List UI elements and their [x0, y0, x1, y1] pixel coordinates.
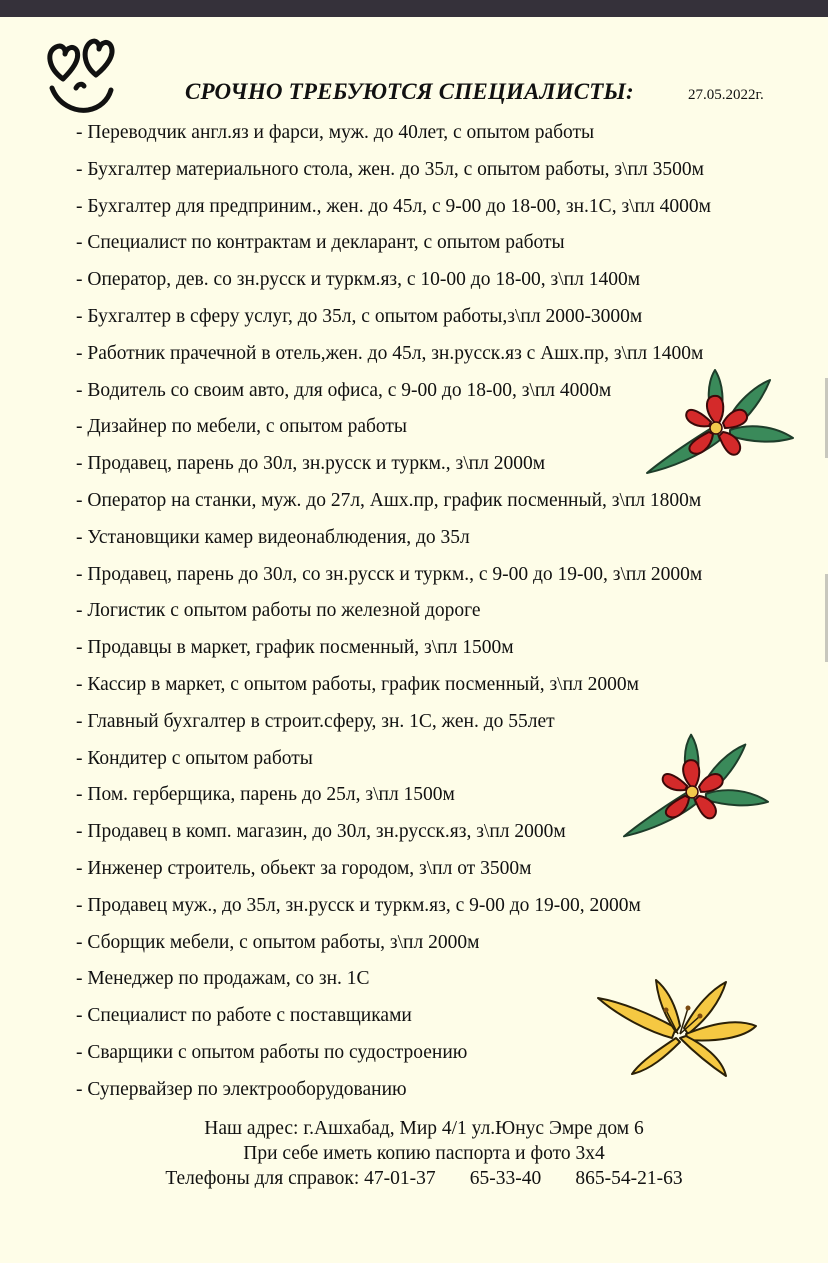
- list-item: - Логистик с опытом работы по железной дороге: [76, 600, 481, 622]
- list-item: - Дизайнер по мебели, с опытом работы: [76, 416, 408, 438]
- list-item: - Продавец, парень до 30л, со зн.русск и туркм., с 9-00 до 19-00, з\пл 2000м: [76, 563, 703, 585]
- list-item: - Продавец, парень до 30л, зн.русск и туркм., з\пл 2000м: [76, 453, 546, 475]
- list-item: - Бухгалтер материального стола, жен. до 35л, с опытом работы, з\пл 3500м: [76, 158, 704, 180]
- list-item: - Сварщики с опытом работы по судостроению: [76, 1041, 468, 1063]
- list-item: - Менеджер по продажам, со зн. 1С: [76, 968, 370, 990]
- list-item: - Кассир в маркет, с опытом работы, график посменный, з\пл 2000м: [76, 673, 639, 695]
- smiley-heart-eyes-icon: [44, 30, 120, 116]
- address-line: Наш адрес: г.Ашхабад, Мир 4/1 ул.Юнус Эмре дом 6: [204, 1118, 644, 1139]
- yellow-lily-icon: [596, 976, 760, 1080]
- list-item: - Специалист по контрактам и декларант, с опытом работы: [76, 232, 565, 254]
- date-label: 27.05.2022г.: [688, 87, 764, 103]
- note-line: При себе иметь копию паспорта и фото 3х4: [243, 1143, 605, 1164]
- list-item: - Бухгалтер для предприним., жен. до 45л, с 9-00 до 18-00, зн.1С, з\пл 4000м: [76, 195, 711, 217]
- list-item: - Оператор на станки, муж. до 27л, Ашх.пр, график посменный, з\пл 1800м: [76, 489, 702, 511]
- footer: [0, 1116, 828, 1191]
- list-item: - Установщики камер видеонаблюдения, до 35л: [76, 526, 470, 548]
- page-title: СРОЧНО ТРЕБУЮТСЯ СПЕЦИАЛИСТЫ:: [185, 79, 634, 104]
- list-item: - Главный бухгалтер в строит.сферу, зн. 1С, жен. до 55лет: [76, 710, 555, 732]
- job-list: [76, 115, 711, 1109]
- list-item: - Бухгалтер в сферу услуг, до 35л, с опытом работы,з\пл 2000-3000м: [76, 305, 643, 327]
- list-item: - Специалист по работе с поставщиками: [76, 1005, 412, 1027]
- list-item: - Работник прачечной в отель,жен. до 45л, зн.русск.яз с Ашх.пр, з\пл 1400м: [76, 342, 704, 364]
- red-flower-icon: [645, 368, 797, 476]
- list-item: - Супервайзер по электрооборудованию: [76, 1078, 407, 1100]
- list-item: - Оператор, дев. со зн.русск и туркм.яз, с 10-00 до 18-00, з\пл 1400м: [76, 269, 641, 291]
- phones-line: Телефоны для справок: 47-01-37 65-33-40 865-54-21-63: [165, 1168, 683, 1189]
- red-flower-icon: [622, 732, 772, 840]
- list-item: - Продавец муж., до 35л, зн.русск и туркм.яз, с 9-00 до 19-00, 2000м: [76, 894, 641, 916]
- list-item: - Продавцы в маркет, график посменный, з\пл 1500м: [76, 637, 514, 659]
- status-bar: [0, 0, 828, 17]
- list-item: - Пом. герберщика, парень до 25л, з\пл 1500м: [76, 784, 455, 806]
- list-item: - Водитель со своим авто, для офиса, с 9-00 до 18-00, з\пл 4000м: [76, 379, 612, 401]
- list-item: - Кондитер с опытом работы: [76, 747, 313, 769]
- list-item: - Инженер строитель, обьект за городом, з\пл от 3500м: [76, 857, 532, 879]
- list-item: - Переводчик англ.яз и фарси, муж. до 40лет, с опытом работы: [76, 122, 595, 143]
- list-item: - Сборщик мебели, с опытом работы, з\пл 2000м: [76, 931, 480, 953]
- list-item: - Продавец в комп. магазин, до 30л, зн.русск.яз, з\пл 2000м: [76, 821, 566, 843]
